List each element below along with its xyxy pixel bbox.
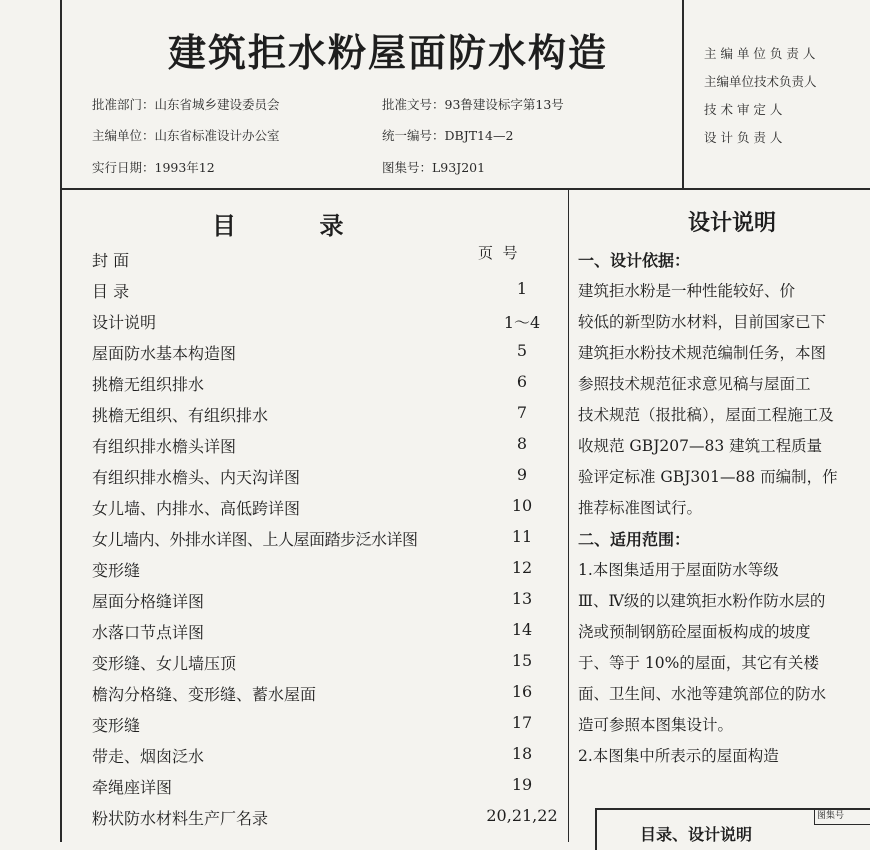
toc-item bbox=[92, 341, 562, 365]
resp-tech-review: 技 术 审 定 人 bbox=[704, 102, 783, 117]
toc-item-name: 牵绳座详图 bbox=[92, 778, 173, 797]
toc-item-name: 有组织排水檐头、内天沟详图 bbox=[92, 468, 301, 487]
resp-tech-chief: 主编单位技术负责人 bbox=[704, 74, 817, 89]
basis-line: 验评定标准 GBJ301—88 而编制，作 bbox=[578, 468, 838, 486]
toc-item-page: 14 bbox=[511, 620, 533, 639]
toc-item-page: 15 bbox=[511, 651, 533, 670]
toc-item bbox=[92, 279, 562, 303]
editing-unit: 主编单位：山东省标准设计办公室 bbox=[92, 128, 280, 143]
toc-item-page: 16 bbox=[511, 682, 533, 701]
toc-item bbox=[92, 434, 562, 458]
toc-item-name: 目 录 bbox=[92, 282, 130, 301]
design-notes-title: 设计说明 bbox=[688, 211, 777, 236]
scope-line: 造可参照本图集设计。 bbox=[578, 716, 734, 734]
toc-item-page: 1 bbox=[516, 279, 528, 298]
toc-item bbox=[92, 589, 562, 613]
toc-item bbox=[92, 310, 562, 334]
scope-line: 浇或预制钢筋砼屋面板构成的坡度 bbox=[578, 623, 811, 641]
toc-item-page: 8 bbox=[516, 434, 528, 453]
toc-item-page: 20,21,22 bbox=[486, 806, 558, 825]
toc-item bbox=[92, 620, 562, 644]
title-block-cell: 图集号 bbox=[814, 808, 870, 825]
basis-line: 建筑拒水粉技术规范编制任务，本图 bbox=[578, 344, 827, 362]
toc-page-header: 页 号 bbox=[478, 244, 518, 262]
toc-item-name: 挑檐无组织、有组织排水 bbox=[92, 406, 269, 425]
section-basis-heading: 一、设计依据： bbox=[578, 251, 691, 270]
toc-item-name: 女儿墙、内排水、高低跨详图 bbox=[92, 499, 301, 518]
toc-item bbox=[92, 248, 562, 272]
toc-item-name: 水落口节点详图 bbox=[92, 623, 205, 642]
toc-item-name: 屋面分格缝详图 bbox=[92, 592, 205, 611]
toc-title: 目 录 bbox=[212, 212, 344, 240]
left-border bbox=[60, 0, 62, 842]
toc-item-name: 变形缝 bbox=[92, 716, 141, 735]
atlas-title: 建筑拒水粉屋面防水构造 bbox=[168, 31, 609, 75]
toc-item bbox=[92, 496, 562, 520]
title-block-label: 目录、设计说明 bbox=[640, 825, 753, 844]
toc-item-name: 变形缝 bbox=[92, 561, 141, 580]
toc-item bbox=[92, 465, 562, 489]
toc-item bbox=[92, 682, 562, 706]
toc-item-page: 9 bbox=[516, 465, 528, 484]
toc-item-page: 17 bbox=[511, 713, 533, 732]
basis-line: 技术规范（报批稿），屋面工程施工及 bbox=[578, 406, 834, 424]
toc-item-name: 粉状防水材料生产厂名录 bbox=[92, 809, 269, 828]
toc-item-name: 设计说明 bbox=[92, 313, 157, 332]
scope-line: 于、等于 10%的屋面，其它有关楼 bbox=[578, 654, 819, 672]
unified-no: 统一编号：DBJT14—2 bbox=[382, 128, 514, 143]
toc-item-name: 带走、烟囱泛水 bbox=[92, 747, 205, 766]
header-bottom-rule bbox=[60, 188, 870, 190]
toc-item-name: 变形缝、女儿墙压顶 bbox=[92, 654, 237, 673]
toc-item bbox=[92, 527, 562, 551]
basis-line: 较低的新型防水材料，目前国家已下 bbox=[578, 313, 827, 331]
resp-chief-unit: 主 编 单 位 负 责 人 bbox=[704, 46, 816, 61]
toc-item bbox=[92, 713, 562, 737]
toc-item-page: 13 bbox=[511, 589, 533, 608]
section-scope-heading: 二、适用范围： bbox=[578, 530, 691, 549]
toc-item-page: 12 bbox=[511, 558, 533, 577]
atlas-no: 图集号：L93J201 bbox=[382, 160, 486, 175]
approving-dept: 批准部门：山东省城乡建设委员会 bbox=[92, 97, 280, 112]
toc-item-page: 18 bbox=[511, 744, 533, 763]
scope-line: 2.本图集中所表示的屋面构造 bbox=[578, 747, 779, 765]
toc-item-page: 1～4 bbox=[503, 313, 541, 332]
toc-item bbox=[92, 403, 562, 427]
basis-line: 推荐标准图试行。 bbox=[578, 499, 703, 517]
scope-line: Ⅲ、Ⅳ级的以建筑拒水粉作防水层的 bbox=[578, 592, 826, 610]
toc-item-page: 19 bbox=[511, 775, 533, 794]
scope-line: 面、卫生间、水池等建筑部位的防水 bbox=[578, 685, 827, 703]
basis-line: 参照技术规范征求意见稿与屋面工 bbox=[578, 375, 811, 393]
toc-item-page: 11 bbox=[511, 527, 533, 546]
toc-item bbox=[92, 775, 562, 799]
resp-design-lead: 设 计 负 责 人 bbox=[704, 130, 783, 145]
toc-item-page: 6 bbox=[516, 372, 528, 391]
toc-item-name: 封 面 bbox=[92, 251, 130, 270]
basis-line: 建筑拒水粉是一种性能较好、价 bbox=[578, 282, 796, 300]
toc-item-name: 屋面防水基本构造图 bbox=[92, 344, 237, 363]
toc-item bbox=[92, 372, 562, 396]
effective-date: 实行日期：1993年12 bbox=[92, 160, 215, 175]
toc-item bbox=[92, 744, 562, 768]
toc-item bbox=[92, 806, 562, 830]
toc-item-name: 有组织排水檐头详图 bbox=[92, 437, 237, 456]
toc-item-name: 檐沟分格缝、变形缝、蓄水屋面 bbox=[92, 685, 317, 704]
toc-item bbox=[92, 651, 562, 675]
toc-item-page: 5 bbox=[516, 341, 528, 360]
approval-doc: 批准文号：93鲁建设标字第13号 bbox=[382, 97, 564, 112]
toc-item-name: 挑檐无组织排水 bbox=[92, 375, 205, 394]
scope-line: 1.本图集适用于屋面防水等级 bbox=[578, 561, 779, 579]
toc-item-page: 7 bbox=[516, 403, 528, 422]
basis-line: 收规范 GBJ207—83 建筑工程质量 bbox=[578, 437, 823, 455]
toc-item bbox=[92, 558, 562, 582]
header-divider bbox=[682, 0, 684, 188]
toc-item-name: 女儿墙内、外排水详图、上人屋面踏步泛水详图 bbox=[92, 530, 418, 549]
toc-item-page: 10 bbox=[511, 496, 533, 515]
